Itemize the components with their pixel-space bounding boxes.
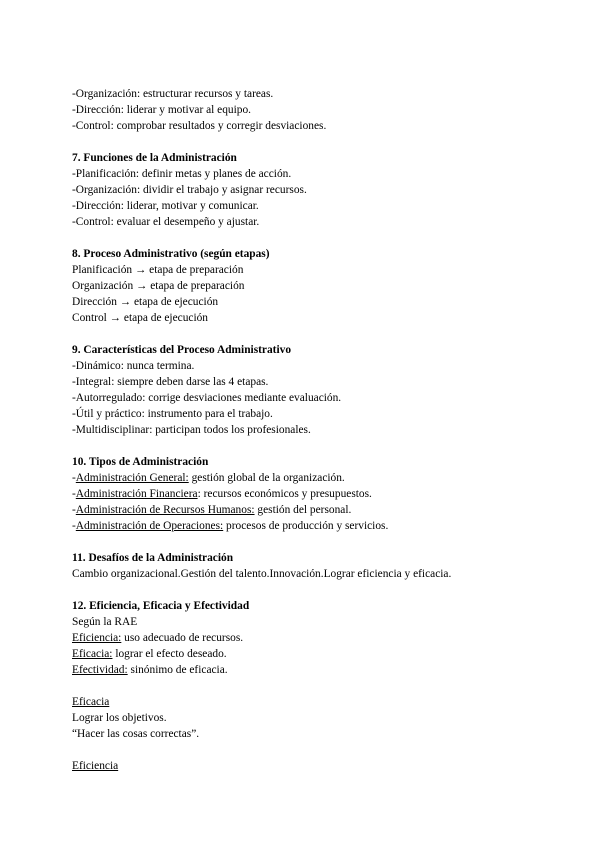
section-12-heading: 12. Eficiencia, Eficacia y Efectividad	[72, 600, 250, 612]
intro-line-2: -Dirección: liderar y motivar al equipo.	[72, 104, 252, 116]
eficacia-line: “Hacer las cosas correctas”.	[72, 728, 200, 740]
term: Eficiencia:	[72, 632, 122, 644]
section-9-line: -Integral: siempre deben darse las 4 etapas.	[72, 376, 269, 388]
section-11-heading: 11. Desafíos de la Administración	[72, 552, 234, 564]
document-page	[72, 86, 572, 774]
eficacia-title: Eficacia	[72, 696, 110, 708]
intro-line-1: -Organización: estructurar recursos y tareas.	[72, 88, 274, 100]
section-8-line: Dirección → etapa de ejecución	[72, 296, 219, 308]
term: Administración de Recursos Humanos:	[75, 504, 255, 516]
section-7-heading: 7. Funciones de la Administración	[72, 152, 237, 164]
term: Administración de Operaciones:	[75, 520, 224, 532]
section-9-line: -Autorregulado: corrige desviaciones mediante evaluación.	[72, 392, 342, 404]
section-7-line: -Control: evaluar el desempeño y ajustar.	[72, 216, 260, 228]
section-8-line: Organización → etapa de preparación	[72, 280, 245, 292]
section-12-item: Efectividad: sinónimo de eficacia.	[72, 664, 228, 676]
section-10-item: -Administración General: gestión global de la organización.	[72, 472, 345, 484]
term: Efectividad:	[72, 664, 128, 676]
section-7-line: -Dirección: liderar, motivar y comunicar.	[72, 200, 259, 212]
section-12-intro: Según la RAE	[72, 616, 138, 628]
section-12-item: Eficiencia: uso adecuado de recursos.	[72, 632, 244, 644]
section-10-heading: 10. Tipos de Administración	[72, 456, 209, 468]
section-9-line: -Multidisciplinar: participan todos los profesionales.	[72, 424, 311, 436]
eficiencia-title: Eficiencia	[72, 760, 119, 772]
section-10-item: -Administración Financiera: recursos económicos y presupuestos.	[72, 488, 372, 500]
section-8-line: Control → etapa de ejecución	[72, 312, 209, 324]
section-9-heading: 9. Características del Proceso Administrativo	[72, 344, 292, 356]
section-10-item: -Administración de Operaciones: procesos de producción y servicios.	[72, 520, 389, 532]
section-7-line: -Planificación: definir metas y planes de acción.	[72, 168, 292, 180]
section-10-item: -Administración de Recursos Humanos: gestión del personal.	[72, 504, 352, 516]
section-7-line: -Organización: dividir el trabajo y asignar recursos.	[72, 184, 307, 196]
eficacia-line: Lograr los objetivos.	[72, 712, 167, 724]
term: Administración General:	[75, 472, 189, 484]
section-9-line: -Dinámico: nunca termina.	[72, 360, 195, 372]
section-9-line: -Útil y práctico: instrumento para el trabajo.	[72, 408, 273, 420]
section-11-line: Cambio organizacional.Gestión del talento.Innovación.Lograr eficiencia y eficacia.	[72, 568, 452, 580]
term: Eficacia:	[72, 648, 113, 660]
section-12-item: Eficacia: lograr el efecto deseado.	[72, 648, 227, 660]
term: Administración Financiera	[75, 488, 198, 500]
section-8-heading: 8. Proceso Administrativo (según etapas)	[72, 248, 270, 260]
section-8-line: Planificación → etapa de preparación	[72, 264, 244, 276]
intro-line-3: -Control: comprobar resultados y corregir desviaciones.	[72, 120, 327, 132]
